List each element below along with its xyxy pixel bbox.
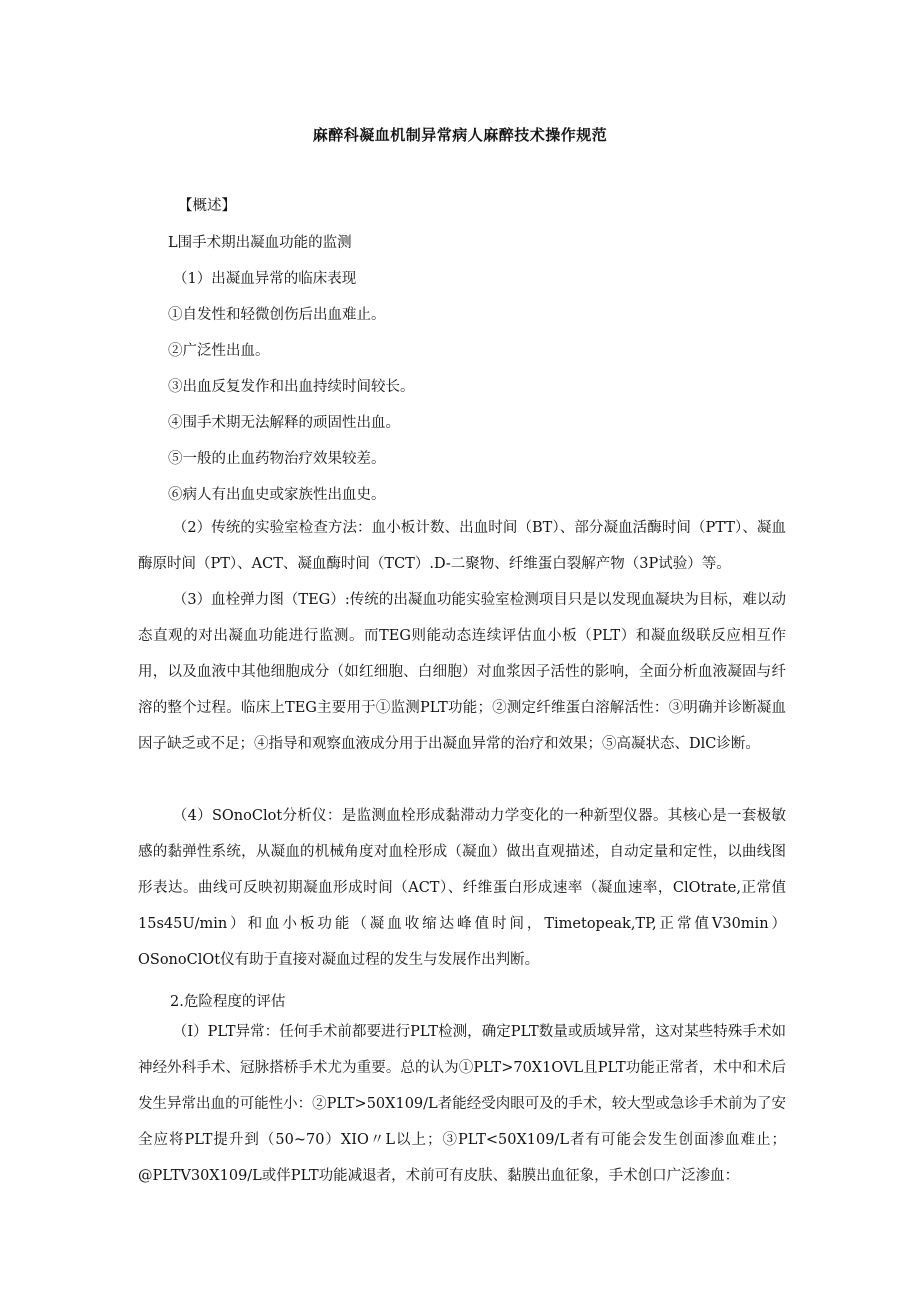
subsection-1-heading: （1）出凝血异常的临床表现 [173,271,357,287]
overview-heading: 【概述】 [178,198,236,214]
list-item: ①自发性和轻微创伤后出血难止。 [168,307,386,323]
plt-paragraph: （I）PLT异常：任何手术前都要进行PLT检测，确定PLT数量或质域异常，这对某些特殊手术如神经外科手术、冠脉搭桥手术尤为重要。总的认为①PLT>70X1OVL且PLT功能正常者，术中和术后发生异常出血的可能性小：②PLT>50X109∕L者能经受肉眼可及的手术，较大型或急诊手术前为了安全应将PLT提升到（50~70）XIO〃L以上；③PLT<50X109∕L者有可能会发生创面渗血难止；@PLTV30X109/L或伴PLT功能减退者，术前可有皮肤、黏膜出血征象，手术创口广泛渗血： [138,1024,786,1184]
sonoclot-paragraph: （4）SOnoClot分析仪：是监测血栓形成黏滞动力学变化的一种新型仪器。其核心是一套极敏感的黏弹性系统，从凝血的机械角度对血栓形成（凝血）做出直观描述，自动定量和定性，以曲线图形表达。曲线可反映初期凝血形成时间（ACT）、纤维蛋白形成速率（凝血速率，ClOtrate,正常值15s45U∕min）和血小板功能（凝血收缩达峰值时间，Timetopeak,TP,正常值V30min）OSonoClOt仪有助于直接对凝血过程的发生与发展作出判断。 [138,808,786,968]
lab-methods-paragraph: （2）传统的实验室检查方法：血小板计数、出血时间（BT）、部分凝血活酶时间（PTT）、凝血酶原时间（PT）、ACT、凝血酶时间（TCT）.D-二聚物、纤维蛋白裂解产物（3P试验）等。 [138,520,786,572]
list-item: ②广泛性出血。 [168,343,270,359]
list-item: ⑤一般的止血药物治疗效果较差。 [168,451,386,467]
section-2-heading: 2.危险程度的评估 [170,994,286,1010]
section-1-heading: L围手术期出凝血功能的监测 [168,235,352,251]
teg-paragraph: （3）血栓弹力图（TEG）:传统的出凝血功能实验室检测项目只是以发现血凝块为目标，难以动态直观的对出凝血功能进行监测。而TEG则能动态连续评估血小板（PLT）和凝血级联反应相互作用，以及血液中其他细胞成分（如红细胞、白细胞）对血浆因子活性的影响，全面分析血液凝固与纤溶的整个过程。临床上TEG主要用于①监测PLT功能；②测定纤维蛋白溶解活性：③明确并诊断凝血因子缺乏或不足；④指导和观察血液成分用于出凝血异常的治疗和效果；⑤高凝状态、DlC诊断。 [138,592,786,752]
list-item: ⑥病人有出血史或家族性出血史。 [168,487,386,503]
list-item: ③出血反复发作和出血持续时间较长。 [168,379,415,395]
list-item: ④围手术期无法解释的顽固性出血。 [168,415,400,431]
document-title: 麻醉科凝血机制异常病人麻醉技术操作规范 [312,126,608,144]
